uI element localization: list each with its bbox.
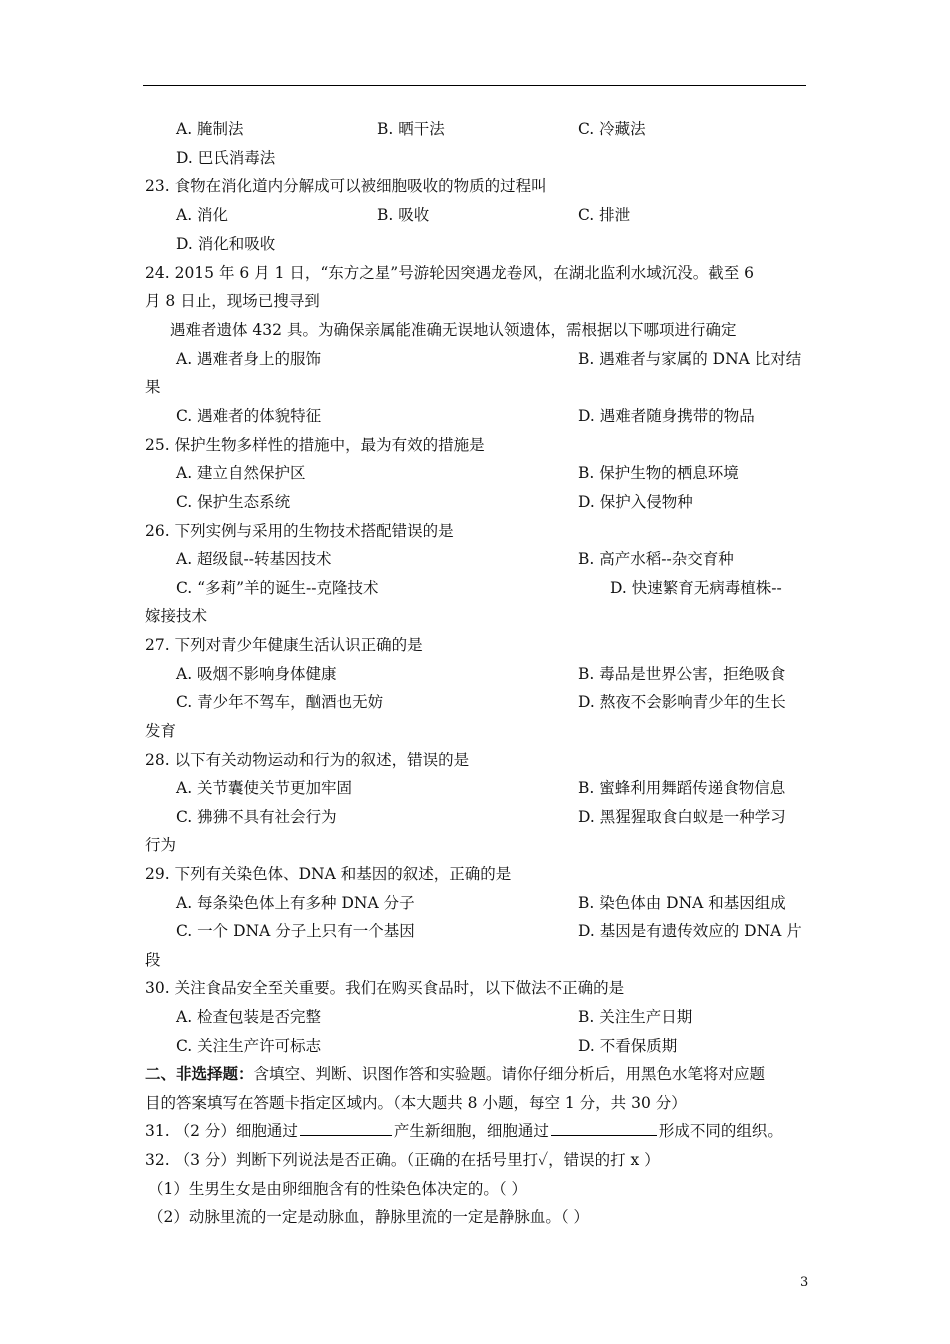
q26-option-b: B. 高产水稻--杂交育种 bbox=[578, 550, 734, 568]
q25-option-a: A. 建立自然保护区 bbox=[176, 464, 306, 482]
q31-part1: 31. （2 分）细胞通过 bbox=[145, 1122, 298, 1140]
q29-option-c: C. 一个 DNA 分子上只有一个基因 bbox=[176, 922, 415, 940]
q25-stem: 25. 保护生物多样性的措施中，最为有效的措施是 bbox=[145, 436, 485, 454]
q23-stem: 23. 食物在消化道内分解成可以被细胞吸收的物质的过程叫 bbox=[145, 177, 547, 195]
q23-option-c: C. 排泄 bbox=[578, 206, 631, 224]
q29-option-d-wrap: 段 bbox=[145, 951, 161, 969]
q30-stem: 30. 关注食品安全至关重要。我们在购买食品时，以下做法不正确的是 bbox=[145, 979, 625, 997]
q28-option-b: B. 蜜蜂利用舞蹈传递食物信息 bbox=[578, 779, 786, 797]
q28-option-d-wrap: 行为 bbox=[145, 836, 177, 854]
q31-blank-2[interactable] bbox=[551, 1121, 657, 1136]
q23-option-a: A. 消化 bbox=[176, 206, 229, 224]
q29-option-b: B. 染色体由 DNA 和基因组成 bbox=[578, 894, 786, 912]
q25-option-c: C. 保护生态系统 bbox=[176, 493, 291, 511]
q24-stem-line3: 遇难者遗体 432 具。为确保亲属能准确无误地认领遗体，需根据以下哪项进行确定 bbox=[170, 321, 737, 339]
q27-option-d-wrap: 发育 bbox=[145, 722, 177, 740]
page-number: 3 bbox=[800, 1275, 809, 1290]
q24-option-b: B. 遇难者与家属的 DNA 比对结 bbox=[578, 350, 802, 368]
q32-statement-1: （1）生男生女是由卵细胞含有的性染色体决定的。（ ） bbox=[148, 1180, 528, 1198]
q28-option-a: A. 关节囊使关节更加牢固 bbox=[176, 779, 353, 797]
q22-option-b: B. 晒干法 bbox=[377, 120, 445, 138]
section2-intro-line2: 目的答案填写在答题卡指定区域内。（本大题共 8 小题，每空 1 分，共 30 分） bbox=[145, 1094, 687, 1112]
q31-line bbox=[145, 1120, 783, 1142]
q26-option-a: A. 超级鼠--转基因技术 bbox=[176, 550, 332, 568]
q24-stem-line1: 24. 2015 年 6 月 1 日，“东方之星”号游轮因突遇龙卷风，在湖北监利水域沉没。截至 6 bbox=[145, 264, 755, 282]
q30-option-b: B. 关注生产日期 bbox=[578, 1008, 693, 1026]
q30-option-a: A. 检查包装是否完整 bbox=[176, 1008, 322, 1026]
q27-stem: 27. 下列对青少年健康生活认识正确的是 bbox=[145, 636, 423, 654]
q25-option-b: B. 保护生物的栖息环境 bbox=[578, 464, 739, 482]
q29-option-a: A. 每条染色体上有多种 DNA 分子 bbox=[176, 894, 415, 912]
q24-option-d: D. 遇难者随身携带的物品 bbox=[578, 407, 755, 425]
q22-option-d: D. 巴氏消毒法 bbox=[176, 149, 276, 167]
q31-blank-1[interactable] bbox=[300, 1121, 392, 1136]
q26-stem: 26. 下列实例与采用的生物技术搭配错误的是 bbox=[145, 522, 454, 540]
q24-option-b-wrap: 果 bbox=[145, 378, 161, 396]
section2-heading: 二、非选择题： bbox=[145, 1064, 254, 1083]
q28-stem: 28. 以下有关动物运动和行为的叙述，错误的是 bbox=[145, 751, 470, 769]
q25-option-d: D. 保护入侵物种 bbox=[578, 493, 693, 511]
q24-stem-line2: 月 8 日止，现场已搜寻到 bbox=[145, 292, 320, 310]
q30-option-d: D. 不看保质期 bbox=[578, 1037, 678, 1055]
section2-intro-line1 bbox=[145, 1063, 765, 1085]
header-rule bbox=[143, 85, 806, 86]
q24-option-c: C. 遇难者的体貌特征 bbox=[176, 407, 322, 425]
q27-option-c: C. 青少年不驾车，酗酒也无妨 bbox=[176, 693, 384, 711]
q29-option-d: D. 基因是有遗传效应的 DNA 片 bbox=[578, 922, 802, 940]
q23-option-b: B. 吸收 bbox=[377, 206, 430, 224]
q26-option-d: D. 快速繁育无病毒植株-- bbox=[610, 579, 782, 597]
q28-option-d: D. 黑猩猩取食白蚁是一种学习 bbox=[578, 808, 786, 826]
q32-stem: 32. （3 分）判断下列说法是否正确。（正确的在括号里打✓，错误的打 x ） bbox=[145, 1151, 660, 1169]
q31-part3: 形成不同的组织。 bbox=[658, 1122, 783, 1140]
q29-stem: 29. 下列有关染色体、DNA 和基因的叙述，正确的是 bbox=[145, 865, 512, 883]
q24-option-a: A. 遇难者身上的服饰 bbox=[176, 350, 322, 368]
q30-option-c: C. 关注生产许可标志 bbox=[176, 1037, 322, 1055]
q31-part2: 产生新细胞，细胞通过 bbox=[393, 1122, 549, 1140]
q26-option-d-wrap: 嫁接技术 bbox=[145, 607, 208, 625]
q27-option-a: A. 吸烟不影响身体健康 bbox=[176, 665, 337, 683]
section2-intro-text: 含填空、判断、识图作答和实验题。请你仔细分析后，用黑色水笔将对应题 bbox=[253, 1065, 766, 1083]
q26-option-c: C. “多莉”羊的诞生--克隆技术 bbox=[176, 579, 379, 597]
q22-option-a: A. 腌制法 bbox=[176, 120, 244, 138]
q32-statement-2: （2）动脉里流的一定是动脉血，静脉里流的一定是静脉血。（ ） bbox=[148, 1208, 590, 1226]
q27-option-b: B. 毒品是世界公害，拒绝吸食 bbox=[578, 665, 786, 683]
q22-option-c: C. 冷藏法 bbox=[578, 120, 646, 138]
q28-option-c: C. 狒狒不具有社会行为 bbox=[176, 808, 337, 826]
q27-option-d: D. 熬夜不会影响青少年的生长 bbox=[578, 693, 786, 711]
q23-option-d: D. 消化和吸收 bbox=[176, 235, 276, 253]
